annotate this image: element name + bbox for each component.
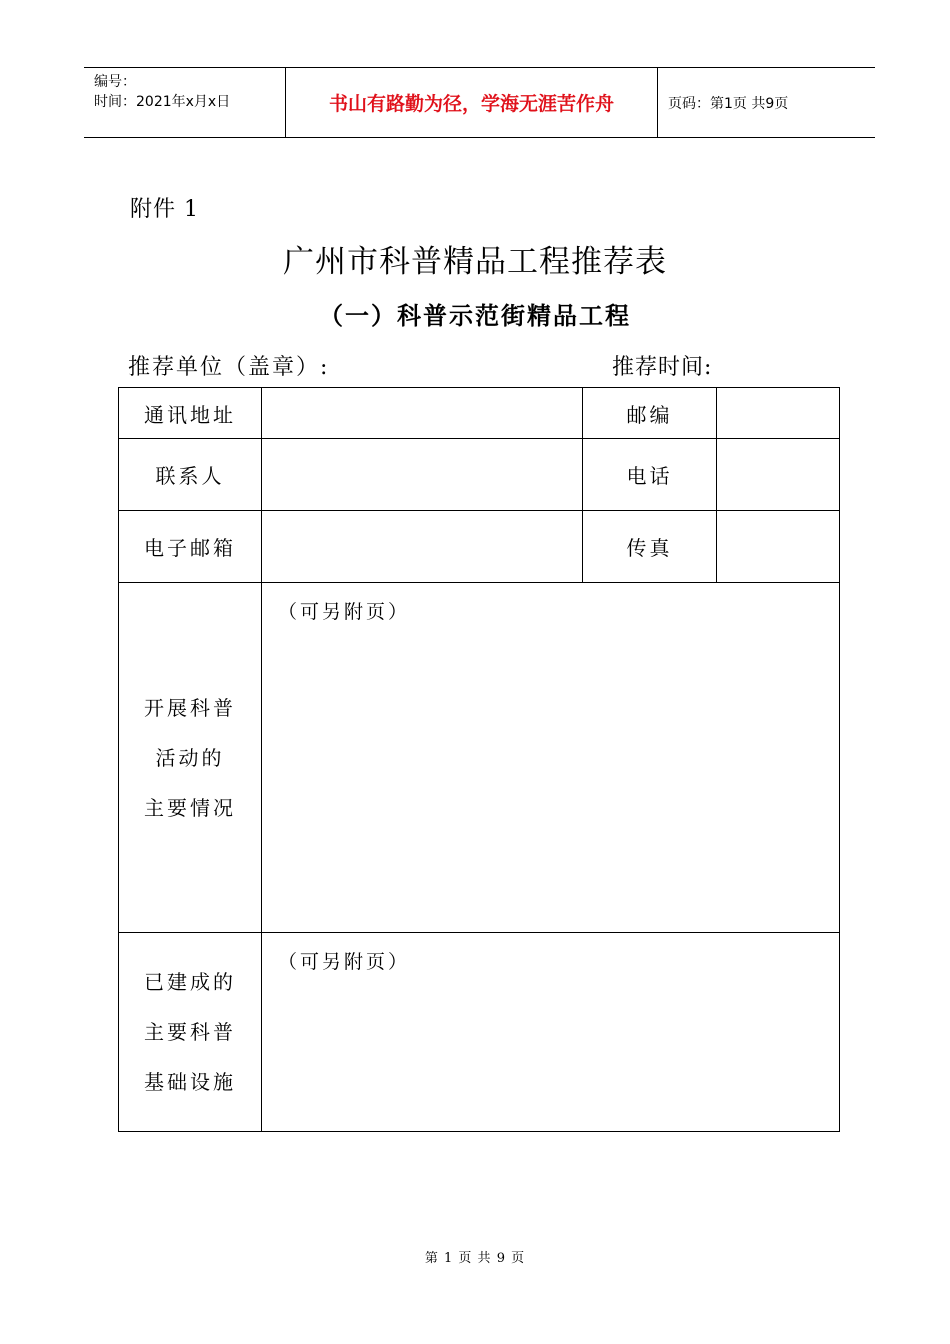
- activities-label: [119, 583, 262, 932]
- motto: 书山有路勤为径，学海无涯苦作舟: [286, 68, 658, 137]
- facilities-label: [119, 933, 262, 1131]
- header-meta-cell: [84, 68, 286, 137]
- phone-label: 电话: [583, 439, 717, 510]
- activities-label-line: 开展科普: [144, 695, 236, 720]
- fax-field[interactable]: [717, 511, 839, 582]
- address-field[interactable]: [262, 388, 583, 438]
- recommendation-form: [118, 387, 840, 1132]
- form-row-facilities: [119, 933, 839, 1131]
- activities-note: （可另附页）: [278, 601, 411, 623]
- email-label: 电子邮箱: [119, 511, 262, 582]
- form-row-address: [119, 388, 839, 439]
- attachment-label: 附件 1: [130, 197, 199, 222]
- time-label: 时间：2021年x月x日: [94, 94, 231, 110]
- recommend-time-label: 推荐时间:: [612, 355, 713, 380]
- facilities-label-line: 已建成的: [144, 970, 236, 994]
- page-subtitle: （一）科普示范街精品工程: [319, 301, 631, 330]
- phone-field[interactable]: [717, 439, 839, 510]
- document-header: [84, 67, 875, 138]
- facilities-label-line: 主要科普: [144, 1020, 236, 1044]
- form-row-contact: [119, 439, 839, 511]
- page-footer: 第 1 页 共 9 页: [424, 1251, 526, 1266]
- page-indicator: 页码：第1页 共9页: [668, 95, 789, 112]
- postcode-field[interactable]: [717, 388, 839, 438]
- email-field[interactable]: [262, 511, 583, 582]
- activities-label-line: 主要情况: [144, 795, 236, 820]
- form-row-activities: [119, 583, 839, 933]
- facilities-field[interactable]: [262, 933, 839, 1131]
- facilities-note: （可另附页）: [278, 951, 411, 973]
- page-title: 广州市科普精品工程推荐表: [283, 244, 667, 280]
- form-row-email: [119, 511, 839, 583]
- facilities-label-line: 基础设施: [144, 1070, 236, 1094]
- recommend-unit-label: 推荐单位（盖章）:: [128, 355, 330, 380]
- address-label: 通讯地址: [119, 388, 262, 438]
- activities-label-line: 活动的: [155, 745, 225, 770]
- fax-label: 传真: [583, 511, 717, 582]
- activities-field[interactable]: [262, 583, 839, 932]
- number-label: 编号：: [94, 74, 136, 90]
- postcode-label: 邮编: [583, 388, 717, 438]
- contact-field[interactable]: [262, 439, 583, 510]
- contact-label: 联系人: [119, 439, 262, 510]
